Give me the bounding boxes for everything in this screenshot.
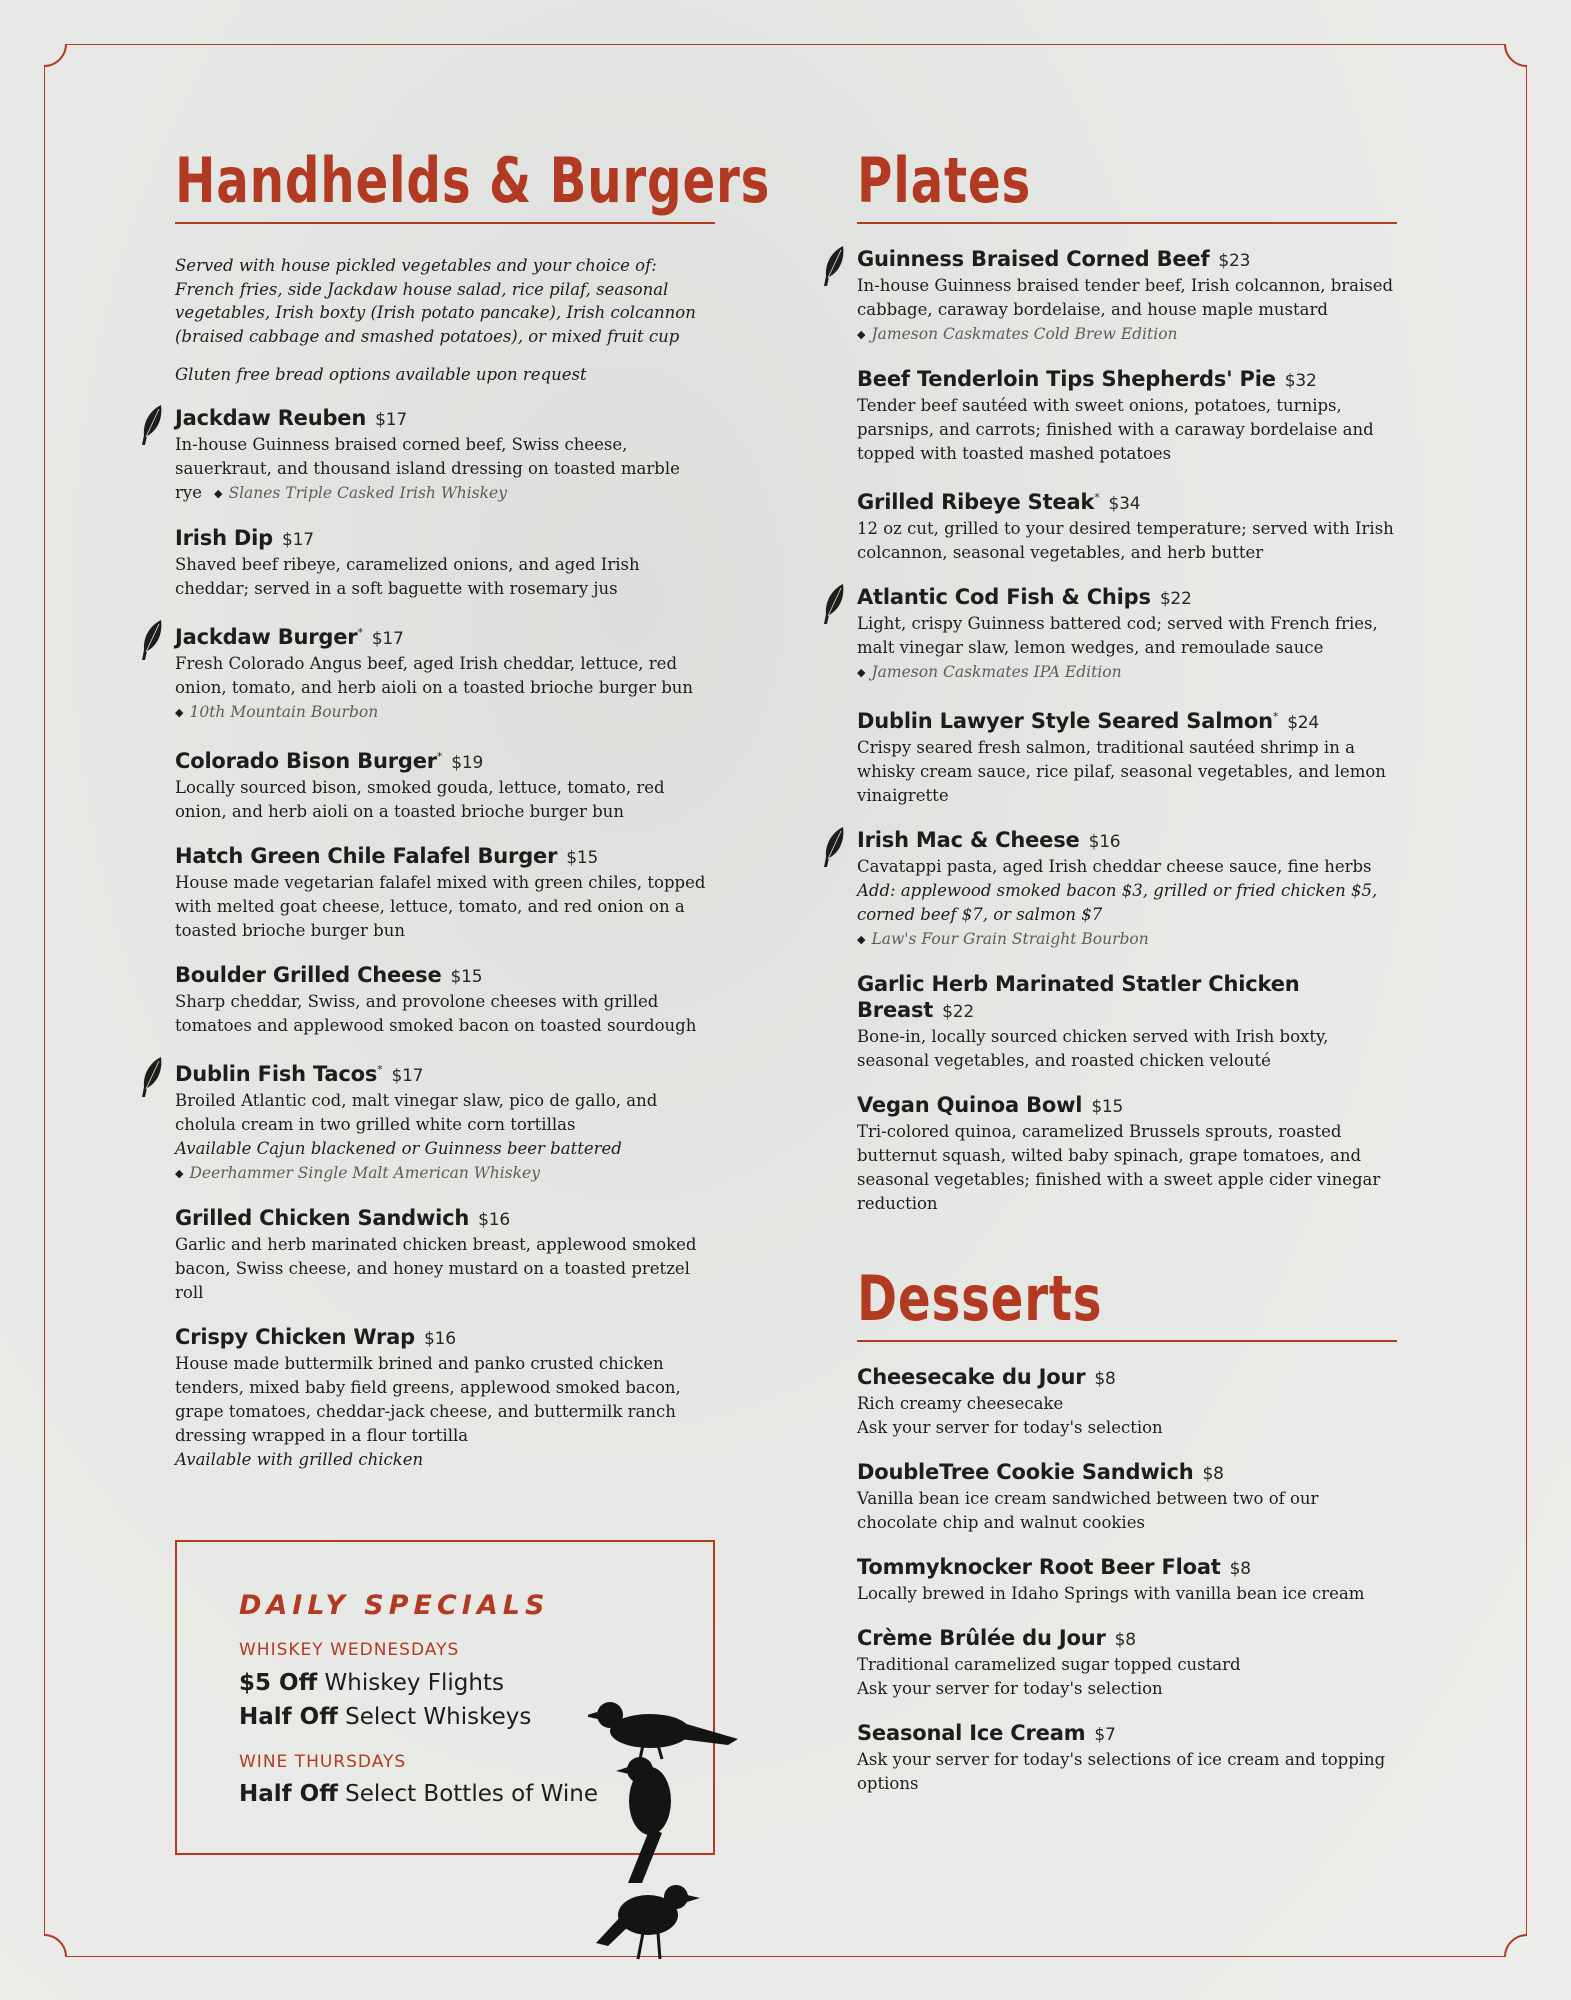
item-description: 12 oz cut, grilled to your desired temperature; served with Irish colcannon, seasonal vegetables, and herb butter <box>857 519 1394 562</box>
item-description: Light, crispy Guinness battered cod; served with French fries, malt vinegar slaw, lemon wedges, and remoulade sauce <box>857 614 1378 657</box>
feather-icon <box>139 618 165 662</box>
menu-item-cheesecake-du-jour <box>857 1364 1397 1440</box>
item-name: Dublin Fish Tacos* $17 <box>175 1061 424 1086</box>
item-price: $16 <box>423 1328 456 1349</box>
item-name: Garlic Herb Marinated Statler Chicken Breast $22 <box>857 972 1300 1022</box>
section-title-plates: Plates <box>857 144 1032 217</box>
menu-item-irish-mac-cheese <box>857 827 1397 952</box>
section-title-handhelds: Handhelds & Burgers <box>175 144 771 217</box>
item-price: $32 <box>1284 371 1317 391</box>
menu-item-doubletree-cookie-sandwich <box>857 1459 1397 1535</box>
jackdaw-birds-illustration <box>588 1693 740 1961</box>
item-description: Bone-in, locally sourced chicken served with Irish boxty, seasonal vegetables, and roasted chicken velouté <box>857 1027 1329 1070</box>
item-price: $8 <box>1202 1464 1224 1484</box>
item-name: Jackdaw Burger* $17 <box>175 624 404 649</box>
menu-item-jackdaw-reuben <box>175 405 715 506</box>
item-name: DoubleTree Cookie Sandwich $8 <box>857 1460 1224 1484</box>
item-description: Rich creamy cheesecake <box>857 1394 1064 1413</box>
item-description: Tender beef sautéed with sweet onions, potatoes, turnips, parsnips, and carrots; finished with a caraway bordelaise and topped with toasted mashed potatoes <box>857 396 1374 463</box>
item-name: Cheesecake du Jour $8 <box>857 1365 1116 1389</box>
diamond-icon: ◆ <box>213 486 223 500</box>
special-select-whiskeys: Half Off Select Whiskeys <box>239 1704 532 1730</box>
sides-note: Served with house pickled vegetables and your choice of: French fries, side Jackdaw house salad, rice pilaf, seasonal vegetables, Irish boxty (Irish potato pancake), Irish colcannon (braised cabbage and smashed potatoes), or mixed fruit cup <box>175 256 696 346</box>
item-name: Atlantic Cod Fish & Chips $22 <box>857 585 1192 609</box>
item-price: $15 <box>450 966 483 987</box>
feather-icon <box>139 403 165 447</box>
item-price: $34 <box>1108 494 1141 514</box>
item-name: Colorado Bison Burger* $19 <box>175 748 484 773</box>
item-description: Locally brewed in Idaho Springs with vanilla bean ice cream <box>857 1584 1365 1603</box>
item-name: Crispy Chicken Wrap $16 <box>175 1324 456 1349</box>
handhelds-intro <box>175 254 715 387</box>
item-description: Ask your server for today's selections of ice cream and topping options <box>857 1750 1386 1793</box>
section-divider <box>857 1340 1397 1342</box>
item-price: $17 <box>371 628 404 649</box>
diamond-icon: ◆ <box>857 328 866 341</box>
diamond-icon: ◆ <box>175 705 184 719</box>
raw-advisory-asterisk: * <box>436 749 443 763</box>
item-description: Crispy seared fresh salmon, traditional sautéed shrimp in a whisky cream sauce, rice pilaf, seasonal vegetables, and lemon vinaigrette <box>857 738 1386 805</box>
item-description: Garlic and herb marinated chicken breast, applewood smoked bacon, Swiss cheese, and honey mustard on a toasted pretzel roll <box>175 1234 697 1302</box>
item-note: Available Cajun blackened or Guinness beer battered <box>175 1138 622 1158</box>
diamond-icon: ◆ <box>857 666 866 679</box>
item-description: Sharp cheddar, Swiss, and provolone cheeses with grilled tomatoes and applewood smoked bacon on toasted sourdough <box>175 991 697 1035</box>
raw-advisory-asterisk: * <box>1094 491 1100 504</box>
menu-item-crispy-chicken-wrap <box>175 1324 715 1472</box>
feather-icon <box>139 1055 165 1099</box>
item-name: Beef Tenderloin Tips Shepherds' Pie $32 <box>857 367 1317 391</box>
menu-item-hatch-green-chile-falafel-burger <box>175 843 715 943</box>
item-name: Dublin Lawyer Style Seared Salmon* $24 <box>857 709 1320 733</box>
menu-item-tommyknocker-root-beer-float <box>857 1554 1397 1606</box>
feather-icon <box>821 244 847 288</box>
item-name: Vegan Quinoa Bowl $15 <box>857 1093 1124 1117</box>
menu-item-seasonal-ice-cream <box>857 1720 1397 1796</box>
menu-item-dublin-fish-tacos <box>175 1057 715 1186</box>
item-description: Shaved beef ribeye, caramelized onions, and aged Irish cheddar; served in a soft baguette with rosemary jus <box>175 554 640 598</box>
item-price: $17 <box>375 409 407 430</box>
whiskey-wednesdays-heading: WHISKEY WEDNESDAYS <box>239 1640 460 1660</box>
item-description: Locally sourced bison, smoked gouda, lettuce, tomato, red onion, and herb aioli on a toasted brioche burger bun <box>175 777 665 821</box>
item-name: Crème Brûlée du Jour $8 <box>857 1626 1136 1650</box>
item-name: Guinness Braised Corned Beef $23 <box>857 247 1251 271</box>
handhelds-items <box>175 405 715 1472</box>
whiskey-pairing: ◆ Jameson Caskmates Cold Brew Edition <box>857 325 1178 343</box>
item-note: Available with grilled chicken <box>175 1449 424 1469</box>
item-description: In-house Guinness braised corned beef, Swiss cheese, sauerkraut, and thousand island dressing on toasted marble rye ◆ Slanes Triple Casked Irish Whiskey <box>175 434 680 502</box>
item-price: $8 <box>1114 1630 1136 1650</box>
plates-section <box>857 144 1397 1796</box>
item-price: $22 <box>942 1002 974 1022</box>
special-whiskey-flights: $5 Off Whiskey Flights <box>239 1670 504 1696</box>
menu-item-dublin-lawyer-style-seared-salmon <box>857 704 1397 808</box>
item-description: Broiled Atlantic cod, malt vinegar slaw, pico de gallo, and cholula cream in two grilled white corn tortillas <box>175 1090 658 1134</box>
item-name: Grilled Chicken Sandwich $16 <box>175 1205 511 1230</box>
item-name: Irish Dip $17 <box>175 525 314 550</box>
whiskey-pairing: ◆ Deerhammer Single Malt American Whiskey <box>175 1163 540 1182</box>
raw-advisory-asterisk: * <box>357 625 363 639</box>
whiskey-pairing: ◆ Law's Four Grain Straight Bourbon <box>857 930 1149 948</box>
item-price: $17 <box>282 529 314 550</box>
diamond-icon: ◆ <box>175 1166 184 1180</box>
item-price: $15 <box>1091 1097 1124 1117</box>
item-price: $7 <box>1094 1725 1116 1745</box>
raw-advisory-asterisk: * <box>1272 710 1279 723</box>
item-price: $8 <box>1094 1369 1116 1389</box>
daily-specials-title: DAILY SPECIALS <box>239 1590 550 1621</box>
item-description: Fresh Colorado Angus beef, aged Irish cheddar, lettuce, red onion, tomato, and herb aioli on a toasted brioche burger bun <box>175 653 694 697</box>
item-name: Tommyknocker Root Beer Float $8 <box>857 1555 1251 1579</box>
item-price: $17 <box>391 1065 424 1086</box>
item-name: Irish Mac & Cheese $16 <box>857 828 1121 852</box>
desserts-items <box>857 1364 1397 1796</box>
item-description: Cavatappi pasta, aged Irish cheddar cheese sauce, fine herbs <box>857 857 1372 876</box>
item-description: In-house Guinness braised tender beef, Irish colcannon, braised cabbage, caraway bordelaise, and house maple mustard <box>857 276 1394 319</box>
menu-item-guinness-braised-corned-beef <box>857 246 1397 347</box>
special-bottles-of-wine: Half Off Select Bottles of Wine <box>239 1781 598 1807</box>
menu-item-irish-dip <box>175 525 715 601</box>
whiskey-pairing: ◆ Slanes Triple Casked Irish Whiskey <box>213 483 507 502</box>
item-price: $23 <box>1218 251 1251 271</box>
item-price: $8 <box>1229 1559 1251 1579</box>
feather-icon <box>821 825 847 869</box>
item-name: Grilled Ribeye Steak* $34 <box>857 490 1141 514</box>
item-description: Vanilla bean ice cream sandwiched between two of our chocolate chip and walnut cookies <box>857 1489 1319 1532</box>
menu-item-atlantic-cod-fish-chips <box>857 584 1397 685</box>
item-price: $16 <box>1088 832 1121 852</box>
item-price: $24 <box>1287 713 1320 733</box>
menu-item-colorado-bison-burger <box>175 744 715 824</box>
item-description-extra: Ask your server for today's selection <box>857 1679 1163 1698</box>
item-price: $16 <box>478 1209 511 1230</box>
whiskey-pairing: ◆ 10th Mountain Bourbon <box>175 702 379 721</box>
handhelds-section <box>175 144 771 1472</box>
section-title-desserts: Desserts <box>857 1262 1103 1335</box>
plates-items <box>857 246 1397 1216</box>
item-description: Tri-colored quinoa, caramelized Brussels sprouts, roasted butternut squash, wilted baby spinach, grape tomatoes, and seasonal vegetables; finished with a sweet apple cider vinegar reduction <box>857 1122 1381 1213</box>
item-name: Jackdaw Reuben $17 <box>175 405 407 430</box>
menu-item-garlic-herb-marinated-statler-chicken-breast <box>857 971 1397 1073</box>
item-name: Hatch Green Chile Falafel Burger $15 <box>175 843 599 868</box>
item-name: Seasonal Ice Cream $7 <box>857 1721 1116 1745</box>
item-note: Add: applewood smoked bacon $3, grilled or fried chicken $5, corned beef $7, or salmon $7 <box>857 881 1378 924</box>
menu-item-grilled-ribeye-steak <box>857 485 1397 565</box>
menu-item-beef-tenderloin-tips-shepherds-pie <box>857 366 1397 466</box>
item-price: $19 <box>451 752 484 773</box>
gluten-free-note: Gluten free bread options available upon request <box>175 365 587 384</box>
item-description: Traditional caramelized sugar topped custard <box>857 1655 1241 1674</box>
menu-item-jackdaw-burger <box>175 620 715 725</box>
menu-item-cr-me-br-l-e-du-jour <box>857 1625 1397 1701</box>
item-price: $15 <box>566 847 599 868</box>
menu-item-vegan-quinoa-bowl <box>857 1092 1397 1216</box>
item-price: $22 <box>1159 589 1192 609</box>
diamond-icon: ◆ <box>857 933 866 946</box>
item-name: Boulder Grilled Cheese $15 <box>175 962 483 987</box>
section-divider <box>857 222 1397 224</box>
wine-thursdays-heading: WINE THURSDAYS <box>239 1752 407 1772</box>
menu-item-boulder-grilled-cheese <box>175 962 715 1038</box>
item-description-extra: Ask your server for today's selection <box>857 1418 1163 1437</box>
menu-item-grilled-chicken-sandwich <box>175 1205 715 1305</box>
feather-icon <box>821 582 847 626</box>
raw-advisory-asterisk: * <box>377 1062 383 1076</box>
item-description: House made buttermilk brined and panko crusted chicken tenders, mixed baby field greens, applewood smoked bacon, grape tomatoes, cheddar-jack cheese, and buttermilk ranch dressing wrapped in a flour tortilla <box>175 1353 681 1445</box>
section-divider <box>175 222 715 224</box>
whiskey-pairing: ◆ Jameson Caskmates IPA Edition <box>857 663 1122 681</box>
item-description: House made vegetarian falafel mixed with green chiles, topped with melted goat cheese, lettuce, tomato, and red onion on a toasted brioche burger bun <box>175 872 706 940</box>
